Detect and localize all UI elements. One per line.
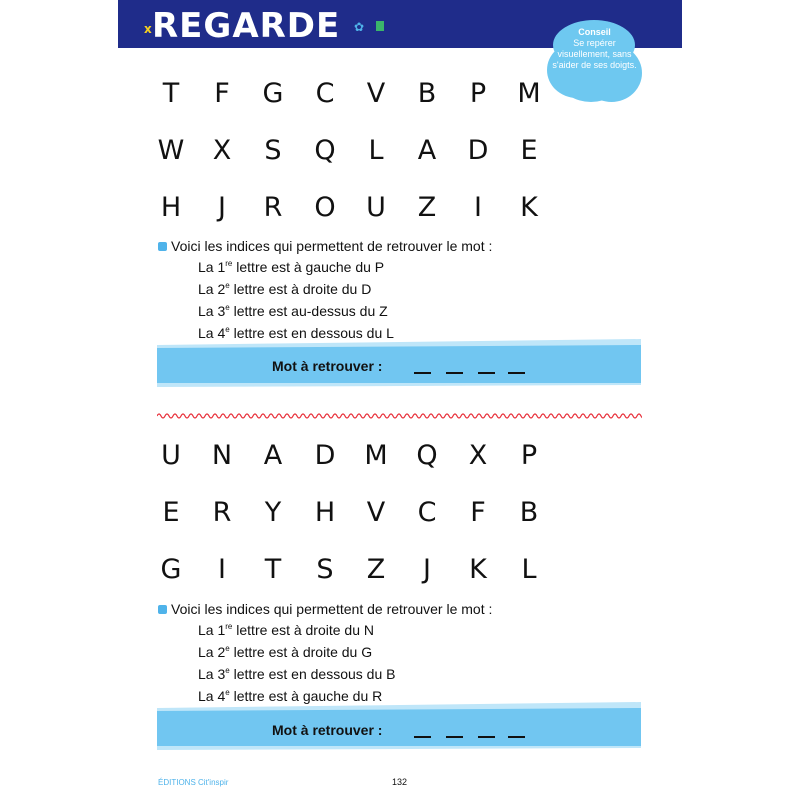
grid-letter: V (366, 78, 386, 109)
grid-letter: P (469, 78, 487, 109)
letter-row (156, 554, 546, 586)
grid-letter: R (212, 497, 232, 528)
grid-letter: N (211, 440, 233, 471)
grid-letter: A (263, 440, 283, 471)
grid-letter: K (520, 192, 538, 223)
clues-intro-text: Voici les indices qui permettent de retrouver le mot : (171, 601, 493, 617)
clue-pre: La 4 (198, 325, 226, 341)
grid-letter: C (315, 78, 335, 109)
clue-post: lettre est en dessous du B (229, 666, 396, 682)
clue-sup: e (225, 303, 230, 312)
clue-line (198, 665, 395, 683)
grid-letter: U (366, 192, 386, 223)
clue-sup: e (225, 325, 230, 334)
clue-pre: La 3 (198, 666, 226, 682)
clue-sup: re (225, 259, 233, 268)
letter-row (156, 440, 546, 472)
clue-pre: La 1 (198, 259, 226, 275)
clue-post: lettre est à droite du N (232, 622, 375, 638)
grid-letter: R (263, 192, 283, 223)
grid-letter: T (162, 78, 180, 109)
clue-post: lettre est à droite du D (229, 281, 372, 297)
answer-blank[interactable] (508, 736, 525, 738)
grid-letter: Q (416, 440, 438, 471)
grid-letter: U (161, 440, 181, 471)
clue-sup: re (225, 622, 233, 631)
clue-post: lettre est en dessous du L (229, 325, 394, 341)
grid-letter: O (314, 192, 336, 223)
grid-letter: A (417, 135, 437, 166)
clue-sup: e (225, 281, 230, 290)
answer-blank[interactable] (478, 372, 495, 374)
grid-letter: H (160, 192, 182, 223)
clue-post: lettre est à gauche du R (229, 688, 383, 704)
grid-letter: K (469, 554, 487, 585)
grid-letter: Y (264, 497, 282, 528)
answer-blank[interactable] (446, 736, 463, 738)
answer-label: Mot à retrouver : (272, 358, 383, 374)
grid-letter: Z (366, 554, 386, 585)
grid-letter: D (314, 440, 336, 471)
clue-line (198, 258, 384, 276)
answer-blank[interactable] (414, 736, 431, 738)
logo-mark: x (144, 22, 152, 36)
letter-row (156, 497, 546, 529)
grid-letter: M (364, 440, 388, 471)
bullet-icon (158, 605, 167, 614)
grid-letter: L (521, 554, 537, 585)
answer-band (157, 339, 641, 387)
clue-sup: e (225, 666, 230, 675)
grid-letter: E (520, 135, 538, 166)
grid-letter: Z (417, 192, 437, 223)
publisher-footer: ÉDITIONS Cit'inspir (158, 778, 229, 787)
logo-title: REGARDE (152, 6, 341, 46)
clue-line (198, 280, 371, 298)
grid-letter: V (366, 497, 386, 528)
answer-blank[interactable] (508, 372, 525, 374)
tip-text: Se repérer visuellement, sans s'aider de ses doigts. (552, 38, 637, 70)
clues-intro-text: Voici les indices qui permettent de retrouver le mot : (171, 238, 493, 254)
tip-box (547, 27, 642, 71)
answer-blank[interactable] (414, 372, 431, 374)
wavy-separator (157, 411, 642, 421)
clue-post: lettre est au-dessus du Z (229, 303, 388, 319)
letter-row (156, 135, 546, 167)
clue-post: lettre est à droite du G (229, 644, 373, 660)
grid-letter: G (160, 554, 182, 585)
grid-letter: P (520, 440, 538, 471)
clue-pre: La 2 (198, 644, 226, 660)
grid-letter: W (157, 135, 185, 166)
grid-letter: T (264, 554, 282, 585)
grid-letter: C (417, 497, 437, 528)
grid-letter: M (517, 78, 541, 109)
grid-letter: S (316, 554, 334, 585)
grid-letter: G (262, 78, 284, 109)
grid-letter: X (212, 135, 232, 166)
grid-letter: E (162, 497, 180, 528)
answer-blank[interactable] (446, 372, 463, 374)
grid-letter: B (417, 78, 437, 109)
grid-letter: H (314, 497, 336, 528)
clues-intro (158, 237, 492, 255)
clue-pre: La 1 (198, 622, 226, 638)
clue-line (198, 621, 374, 639)
grid-letter: Q (314, 135, 336, 166)
grid-letter: J (218, 192, 226, 223)
page-number: 132 (392, 777, 408, 787)
grid-letter: D (467, 135, 489, 166)
answer-label: Mot à retrouver : (272, 722, 383, 738)
clue-pre: La 2 (198, 281, 226, 297)
tip-title: Conseil (578, 27, 611, 37)
gear-icon: ✿ (354, 20, 365, 34)
bullet-icon (158, 242, 167, 251)
clue-sup: e (225, 688, 230, 697)
clues-intro (158, 600, 492, 618)
grid-letter: J (423, 554, 431, 585)
letter-row (156, 78, 546, 110)
answer-blank[interactable] (478, 736, 495, 738)
grid-letter: S (264, 135, 282, 166)
clue-post: lettre est à gauche du P (232, 259, 385, 275)
clue-pre: La 3 (198, 303, 226, 319)
grid-letter: I (218, 554, 226, 585)
grid-letter: B (519, 497, 539, 528)
clue-pre: La 4 (198, 688, 226, 704)
flag-icon (376, 21, 384, 31)
answer-band (157, 702, 641, 750)
clue-line (198, 643, 372, 661)
clue-sup: e (225, 644, 230, 653)
grid-letter: X (468, 440, 488, 471)
grid-letter: F (214, 78, 230, 109)
grid-letter: I (474, 192, 482, 223)
clue-line (198, 302, 388, 320)
grid-letter: F (470, 497, 486, 528)
grid-letter: L (368, 135, 384, 166)
letter-row (156, 192, 546, 224)
